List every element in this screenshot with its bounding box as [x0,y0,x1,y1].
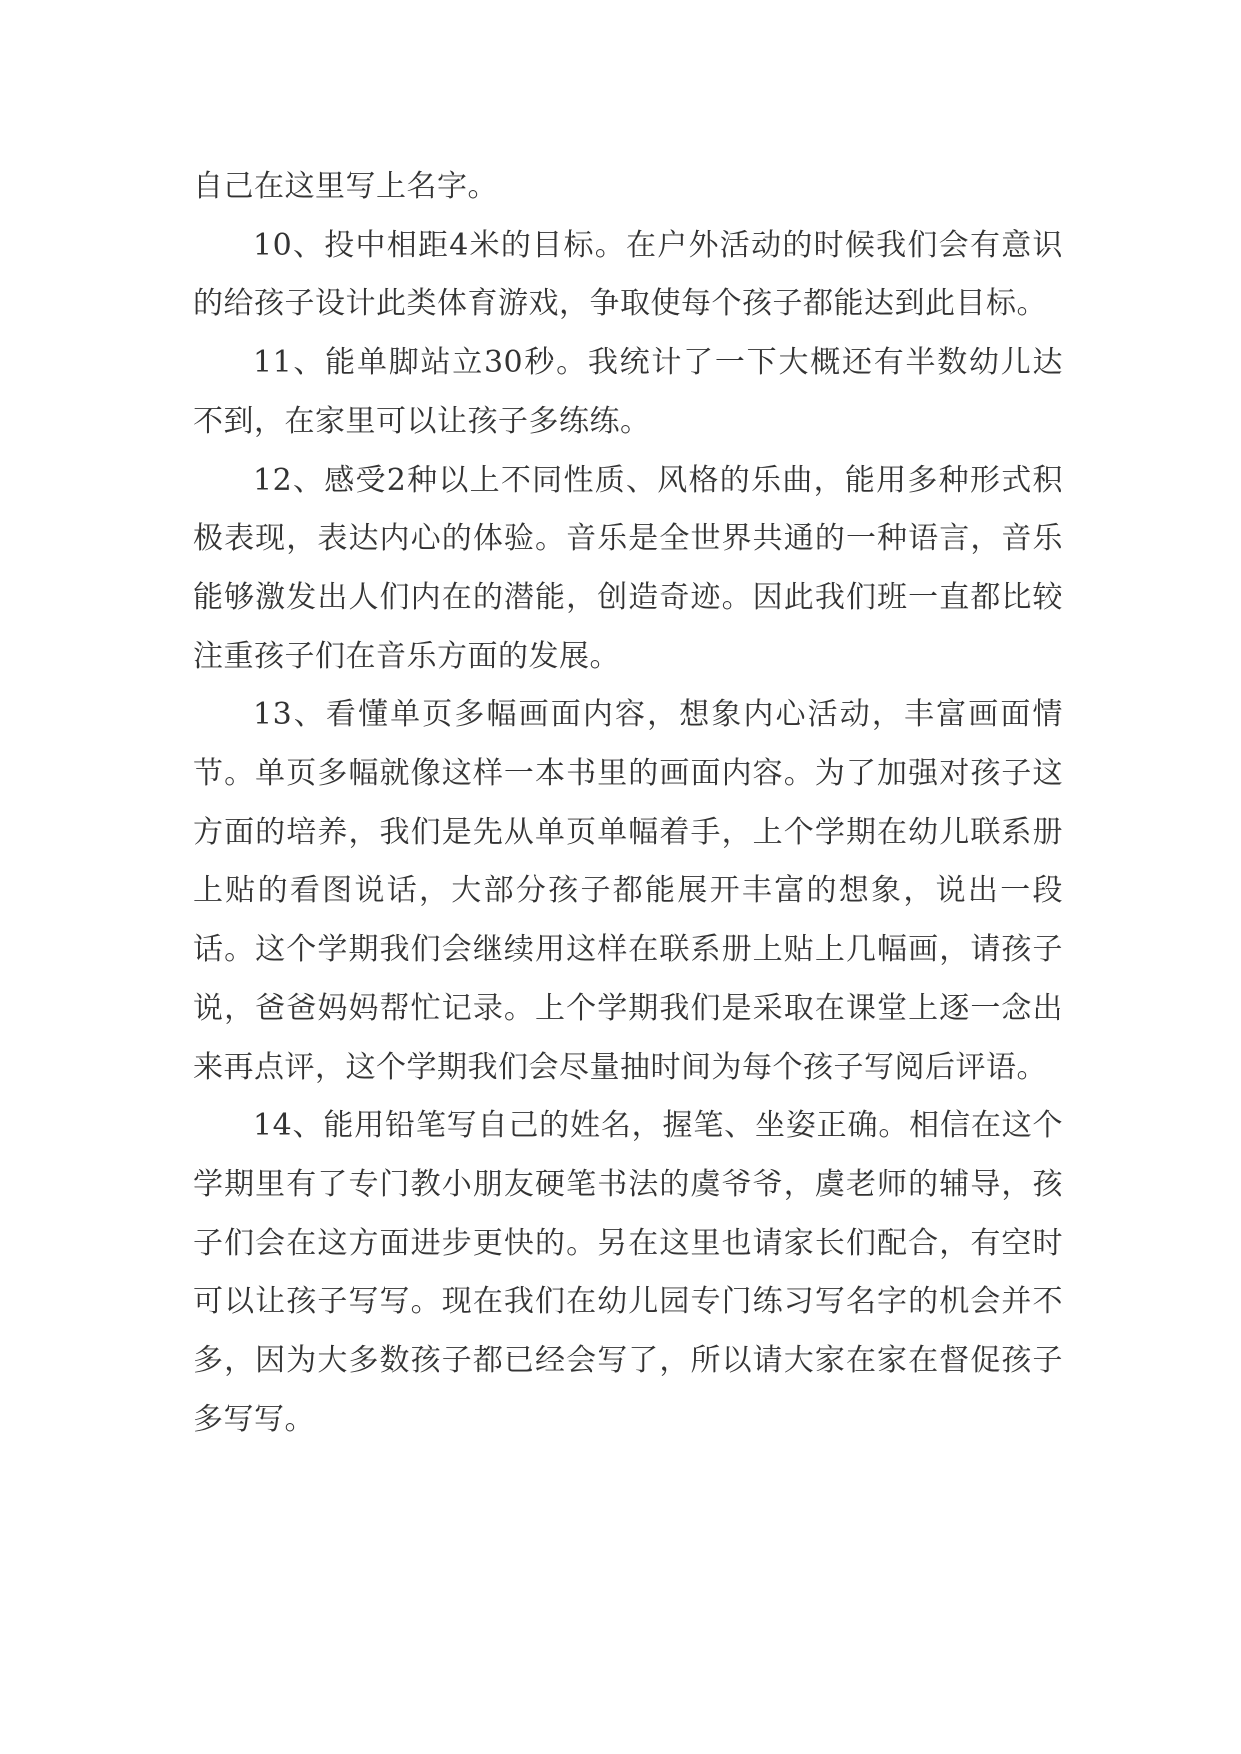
paragraph-item-14: 14、能用铅笔写自己的姓名，握笔、坐姿正确。相信在这个学期里有了专门教小朋友硬笔书法的虞爷爷，虞老师的辅导，孩子们会在这方面进步更快的。另在这里也请家长们配合，有空时可以让孩子写写。现在我们在幼儿园专门练习写名字的机会并不多，因为大多数孩子都已经会写了，所以请大家在家在督促孩子多写写。 [193,1108,1063,1437]
paragraph-item-12: 12、感受2种以上不同性质、风格的乐曲，能用多种形式积极表现，表达内心的体验。音乐是全世界共通的一种语言，音乐能够激发出人们内在的潜能，创造奇迹。因此我们班一直都比较注重孩子们在音乐方面的发展。 [193,462,1063,674]
document-body [193,158,1063,1449]
paragraph-item-11: 11、能单脚站立30秒。我统计了一下大概还有半数幼儿达不到，在家里可以让孩子多练练。 [193,345,1063,439]
paragraph-item-10: 10、投中相距4米的目标。在户外活动的时候我们会有意识的给孩子设计此类体育游戏，争取使每个孩子都能达到此目标。 [193,227,1063,322]
paragraph-item-13: 13、看懂单页多幅画面内容，想象内心活动，丰富画面情节。单页多幅就像这样一本书里的画面内容。为了加强对孩子这方面的培养，我们是先从单页单幅着手，上个学期在幼儿联系册上贴的看图说话，大部分孩子都能展开丰富的想象，说出一段话。这个学期我们会继续用这样在联系册上贴上几幅画，请孩子说，爸爸妈妈帮忙记录。上个学期我们是采取在课堂上逐一念出来再点评，这个学期我们会尽量抽时间为每个孩子写阅后评语。 [193,697,1063,1085]
paragraph-name-continuation: 自己在这里写上名字。 [193,169,498,204]
